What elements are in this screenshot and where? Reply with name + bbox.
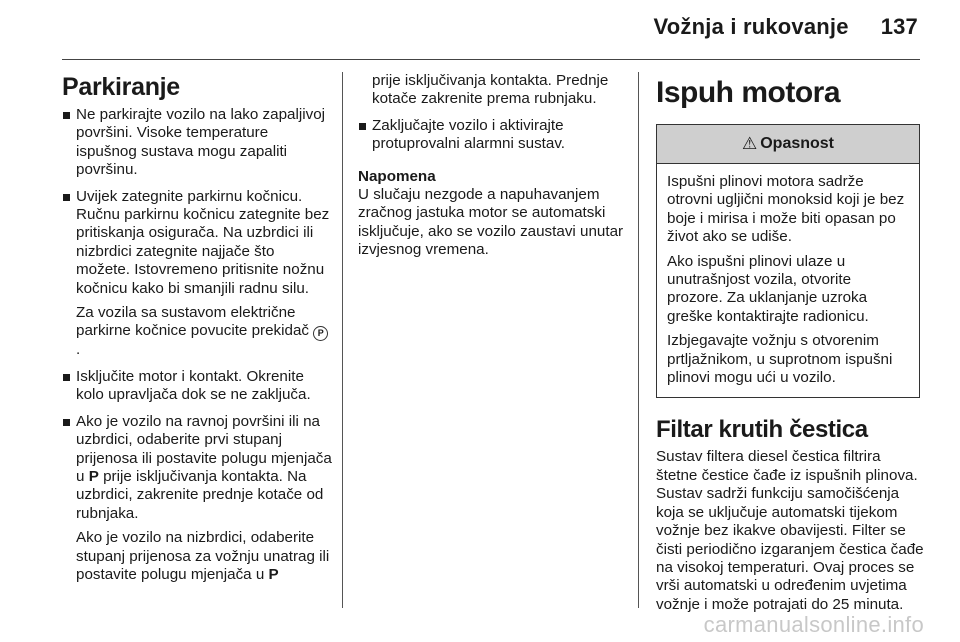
gear-p-label: P: [268, 565, 279, 583]
section-title-exhaust: Ispuh motora: [656, 76, 841, 109]
bullet-text: [76, 413, 332, 523]
continued-text: prije isključivanja kontakta. Prednje kotače zakrenite prema rubnjaku.: [372, 72, 609, 108]
column-left: [62, 72, 332, 592]
warning-header: [657, 125, 919, 164]
watermark: carmanualsonline.info: [703, 612, 924, 637]
gear-p-label: P: [88, 467, 99, 485]
parking-brake-icon: P: [313, 326, 328, 341]
column-divider-2: [638, 72, 639, 608]
column-divider-1: [342, 72, 343, 608]
bullet-text: [76, 529, 332, 584]
warning-title: Opasnost: [760, 135, 835, 152]
bullet-text: Isključite motor i kontakt. Okrenite kolo upravljača dok se ne zaključa.: [76, 367, 311, 404]
bullet-text: Uvijek zategnite parkirnu kočnicu. Ručnu parkirnu kočnicu zategnite bez pritiskanja osigurača. Na uzbrdici ili nizbrdici zategnite najjače što možete. Istovremeno pritisnite nožnu kočnicu kako bi smanjili radnu silu.: [76, 187, 330, 297]
bullet-text: Zaključajte vozilo i aktivirajte protuprovalni alarmni sustav.: [372, 116, 566, 153]
column-middle: [358, 72, 628, 260]
warning-triangle-icon: ⚠: [741, 134, 758, 153]
bullet-subtext: Za vozila sa sustavom električne parkirne kočnice povucite prekidač: [76, 304, 309, 340]
bullet-subtext: Ako je vozilo na nizbrdici, odaberite stupanj prijenosa za vožnju unatrag ili postavite polugu mjenjača u: [76, 529, 330, 583]
filter-text: Sustav filtera diesel čestica filtrira štetne čestice čađe iz ispušnih plinova. Sustav sadrži funkciju samočišćenja koja se uključuje automatski tijekom vožnje bez ikakve obavijesti. Filter se čisti periodično izgaranjem čestica čađe na visokoj temperaturi. Ovaj proces se vrši automatski u određenim uvjetima vožnje i može potrajati do 25 minuta.: [656, 448, 924, 613]
parking-bullet-list-cont: [358, 117, 628, 154]
list-item: [358, 117, 628, 154]
warning-box: [656, 124, 920, 398]
bullet-subtext: Ako je vozilo na ravnoj površini ili na uzbrdici, odaberite prvi stupanj prijenosa ili postavite polugu mjenjača u: [76, 412, 332, 485]
section-title-parking: Parkiranje: [62, 73, 180, 101]
chapter-title: Vožnja i rukovanje: [653, 14, 849, 39]
section-title-filter: Filtar krutih čestica: [656, 416, 868, 444]
note-title: Napomena: [358, 167, 436, 185]
warning-paragraph: Ako ispušni plinovi ulaze u unutrašnjost vozila, otvorite prozore. Za uklanjanje uzroka greške kontaktirajte radionicu.: [667, 252, 869, 325]
column-right: [656, 72, 924, 614]
list-item: [62, 368, 332, 405]
page-number: 137: [880, 14, 918, 39]
warning-paragraph: Ispušni plinovi motora sadrže otrovni ugljični monoksid koji je bez boje i mirisa i može biti opasan po život ako se udiše.: [667, 173, 905, 246]
header-rule: [62, 59, 920, 60]
bullet-text: Za vozila sa sustavom električne parkirne kočnice povucite prekidač P.: [76, 304, 332, 360]
bullet-text: Ne parkirajte vozilo na lako zapaljivoj površini. Visoke temperature ispušnog sustava mogu zapaliti površinu.: [76, 106, 326, 179]
page-header: [654, 14, 918, 40]
warning-paragraph: Izbjegavajte vožnju s otvorenim prtljažnikom, u suprotnom ispušni plinovi mogu ući u vozilo.: [667, 332, 893, 387]
bullet-tail: prije isključivanja kontakta. Na uzbrdici, zakrenite prednje kotače od rubnjaka.: [76, 467, 324, 522]
warning-body: [657, 164, 919, 397]
list-item: [62, 413, 332, 585]
list-item: [62, 188, 332, 360]
note-text: U slučaju nezgode a napuhavanjem zračnog jastuka motor se automatski isključuje, ako se vozilo zaustavi unutar izvjesnog vremena.: [358, 186, 624, 259]
parking-bullet-list: [62, 106, 332, 584]
list-item: [62, 106, 332, 180]
